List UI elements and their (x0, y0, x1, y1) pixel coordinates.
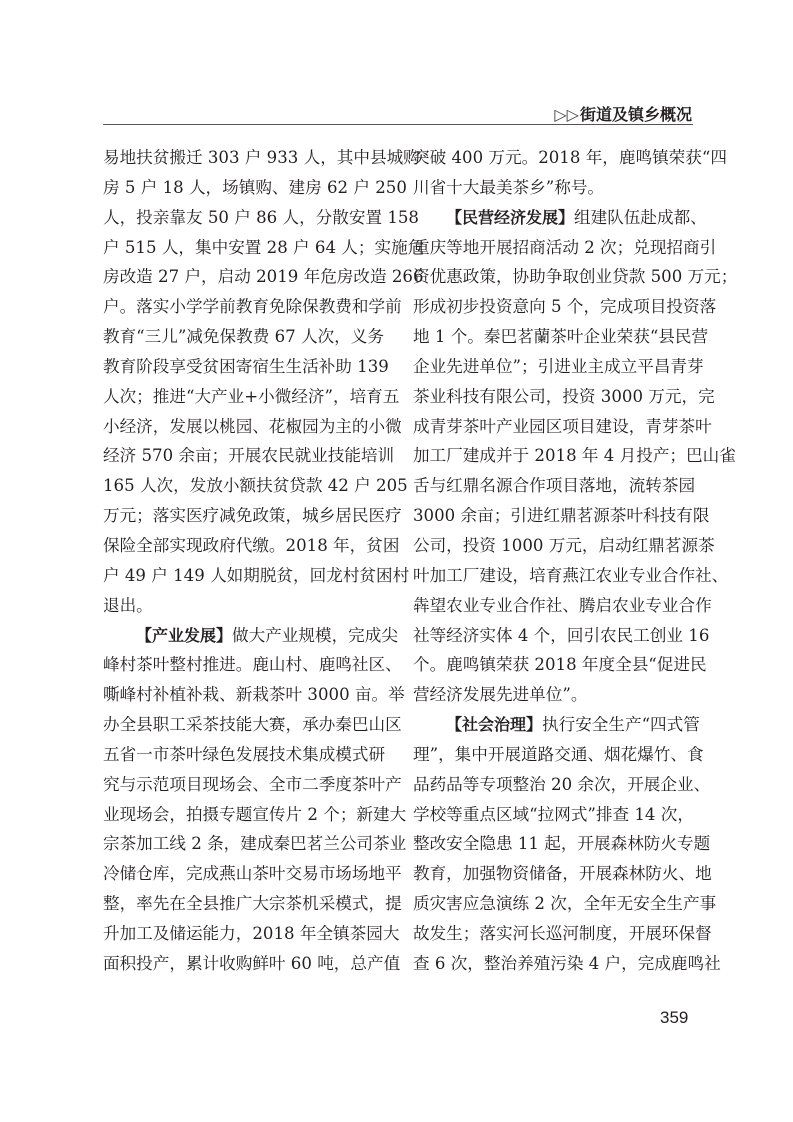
line-text: 165 人次，发放小额扶贫贷款 42 户 205 (103, 476, 408, 496)
paragraph-start-line (413, 710, 700, 740)
line-text: 品药品等专项整治 20 余次，开展企业、 (413, 774, 711, 794)
text-line (413, 292, 717, 322)
line-text: 加工厂建成并于 2018 年 4 月投产；巴山雀 (413, 446, 736, 466)
line-text: 房 5 户 18 人，场镇购、建房 62 户 250 (103, 177, 407, 197)
text-line (103, 322, 383, 352)
line-text: 做大产业规模，完成尖 (232, 625, 398, 645)
paragraph-start-line (103, 621, 398, 651)
line-text: 形成初步投资意向 5 个，完成项目投资落 (413, 297, 717, 317)
text-line (413, 173, 693, 203)
right-column (413, 143, 738, 979)
text-line (103, 501, 402, 531)
line-text: 成青芽茶叶产业园区项目建设，青芽茶叶 (413, 416, 712, 436)
text-line (413, 591, 712, 621)
line-text: 执行安全生产“四式管 (542, 715, 700, 735)
text-line (103, 471, 408, 501)
text-line (103, 829, 407, 859)
line-text: 户。落实小学学前教育免除保教费和学前 (103, 297, 402, 317)
text-line (413, 352, 704, 382)
line-text: 重庆等地开展招商活动 2 次；兑现招商引 (413, 237, 717, 257)
line-text: 社等经济实体 4 个，回引农民工创业 16 (413, 625, 710, 645)
text-line (413, 531, 715, 561)
line-text: 企业先进单位”；引进业主成立平昌青芽 (413, 356, 704, 376)
line-text: 嘶峰村补植补栽、新栽茶叶 3000 亩。举 (103, 685, 405, 705)
text-line (413, 471, 696, 501)
line-text: 户 49 户 149 人如期脱贫，回龙村贫困村 (103, 565, 410, 585)
line-text: 茶业科技有限公司，投资 3000 万元，完 (413, 386, 715, 406)
text-line (413, 441, 736, 471)
line-text: 保险全部实现政府代缴。2018 年，贫困 (103, 535, 400, 555)
line-text: 故发生；落实河长巡河制度，开展环保督 (413, 923, 712, 943)
line-text: 经济 570 余亩；开展农民就业技能培训 (103, 446, 395, 466)
line-text: 峰村茶叶整村推进。鹿山村、鹿鸣社区、 (103, 655, 402, 675)
line-text: 人次；推进“大产业+小微经济”，培育五 (103, 386, 400, 406)
text-line (413, 412, 712, 442)
text-line (413, 501, 710, 531)
text-line (103, 143, 420, 173)
text-line (103, 561, 410, 591)
line-text: 教育“三儿”减免保教费 67 人次，义务 (103, 327, 384, 347)
line-text: 人，投亲靠友 50 户 86 人，分散安置 158 (103, 207, 419, 227)
text-line (413, 949, 721, 979)
running-header (554, 102, 692, 125)
line-text: 3000 余亩；引进红鼎茗源茶叶科技有限 (413, 506, 710, 526)
line-text: 宗茶加工线 2 条，建成秦巴茗兰公司茶业 (103, 834, 407, 854)
text-line (103, 441, 395, 471)
line-text: 川省十大最美茶乡”称号。 (413, 177, 605, 197)
line-text: 组建队伍赴成都、 (574, 207, 707, 227)
line-text: 小经济，发展以桃园、花椒园为主的小微 (103, 416, 402, 436)
text-line (413, 322, 709, 352)
text-line (103, 770, 402, 800)
text-line (413, 621, 710, 651)
line-text: 五省一市茶叶绿色发展技术集成模式研 (103, 744, 386, 764)
line-text: 犇望农业专业合作社、腾启农业专业合作 (413, 595, 712, 615)
line-text: 营经济发展先进单位”。 (413, 685, 588, 705)
text-line (413, 561, 729, 591)
line-text: 地 1 个。秦巴茗蘭茶叶企业荣获“县民营 (413, 327, 709, 347)
text-line (103, 680, 405, 710)
line-text: 业现场会，拍摄专题宣传片 2 个；新建大 (103, 804, 407, 824)
header-rule (103, 124, 693, 125)
line-text: 升加工及储运能力，2018 年全镇茶园大 (103, 923, 400, 943)
text-line (103, 650, 402, 680)
line-text: 整改安全隐患 11 起，开展森林防火专题 (413, 834, 711, 854)
line-text: 突破 400 万元。2018 年，鹿鸣镇荣获“四 (413, 148, 727, 167)
text-line (103, 262, 424, 292)
text-line (413, 382, 715, 412)
text-line (103, 233, 425, 263)
text-line (413, 889, 717, 919)
text-line (413, 919, 712, 949)
text-line (103, 889, 402, 919)
line-text: 易地扶贫搬迁 303 户 933 人，其中县城购 (103, 148, 420, 167)
line-text: 整，率先在全县推广大宗茶机采模式，提 (103, 894, 402, 914)
text-line (103, 412, 402, 442)
text-line (413, 800, 693, 830)
paragraph-start-line (413, 203, 707, 233)
line-text: 房改造 27 户，启动 2019 年危房改造 266 (103, 267, 424, 287)
line-text: 教育，加强物资储备，开展森林防火、地 (413, 864, 712, 884)
text-line (103, 352, 389, 382)
text-line (103, 292, 402, 322)
text-line (413, 740, 704, 770)
line-text: 公司，投资 1000 万元，启动红鼎茗源茶 (413, 535, 715, 555)
text-line (413, 770, 711, 800)
text-line (413, 680, 693, 710)
text-line (103, 173, 407, 203)
text-line (413, 262, 738, 292)
text-line (103, 740, 386, 770)
line-text: 冷储仓库，完成燕山茶叶交易市场场地平 (103, 864, 402, 884)
text-line (103, 859, 402, 889)
line-text: 理”，集中开展道路交通、烟花爆竹、食 (413, 744, 704, 764)
line-text: 究与示范项目现场会、全市二季度茶叶产 (103, 774, 402, 794)
text-line (413, 859, 712, 889)
line-text: 资优惠政策，协助争取创业贷款 500 万元； (413, 267, 738, 287)
line-text: 户 515 人，集中安置 28 户 64 人；实施危 (103, 237, 425, 257)
section-heading: 【社会治理】 (446, 715, 543, 735)
text-line (413, 829, 711, 859)
line-text: 叶加工厂建设，培育燕江农业专业合作社、 (413, 565, 729, 585)
line-text: 查 6 次，整治养殖污染 4 户，完成鹿鸣社 (413, 953, 721, 973)
line-text: 办全县职工采茶技能大赛，承办秦巴山区 (103, 715, 402, 735)
text-line (103, 949, 401, 979)
section-heading: 【产业发展】 (136, 625, 233, 645)
text-line (103, 203, 419, 233)
text-line (103, 710, 402, 740)
line-text: 质灾害应急演练 2 次，全年无安全生产事 (413, 894, 717, 914)
line-text: 学校等重点区域“拉网式”排查 14 次， (413, 804, 694, 824)
text-line (103, 919, 400, 949)
text-line (103, 800, 407, 830)
line-text: 个。鹿鸣镇荣获 2018 年度全县“促进民 (413, 655, 707, 675)
line-text: 万元；落实医疗减免政策，城乡居民医疗 (103, 506, 402, 526)
text-line (413, 650, 707, 680)
line-text: 面积投产，累计收购鲜叶 60 吨，总产值 (103, 953, 401, 973)
page-number: 359 (660, 1008, 689, 1027)
text-line (103, 382, 400, 412)
left-column (103, 143, 425, 979)
text-line (413, 233, 717, 263)
section-heading: 【民营经济发展】 (446, 207, 575, 227)
text-line (103, 591, 383, 621)
text-line (413, 143, 727, 173)
line-text: 教育阶段享受贫困寄宿生生活补助 139 (103, 356, 389, 376)
line-text: 退出。 (103, 595, 153, 615)
double-arrow-icon: ▷▷ (554, 105, 579, 124)
text-line (103, 531, 400, 561)
section-title: 街道及镇乡概况 (579, 105, 692, 124)
line-text: 舌与红鼎名源合作项目落地，流转茶园 (413, 476, 696, 496)
